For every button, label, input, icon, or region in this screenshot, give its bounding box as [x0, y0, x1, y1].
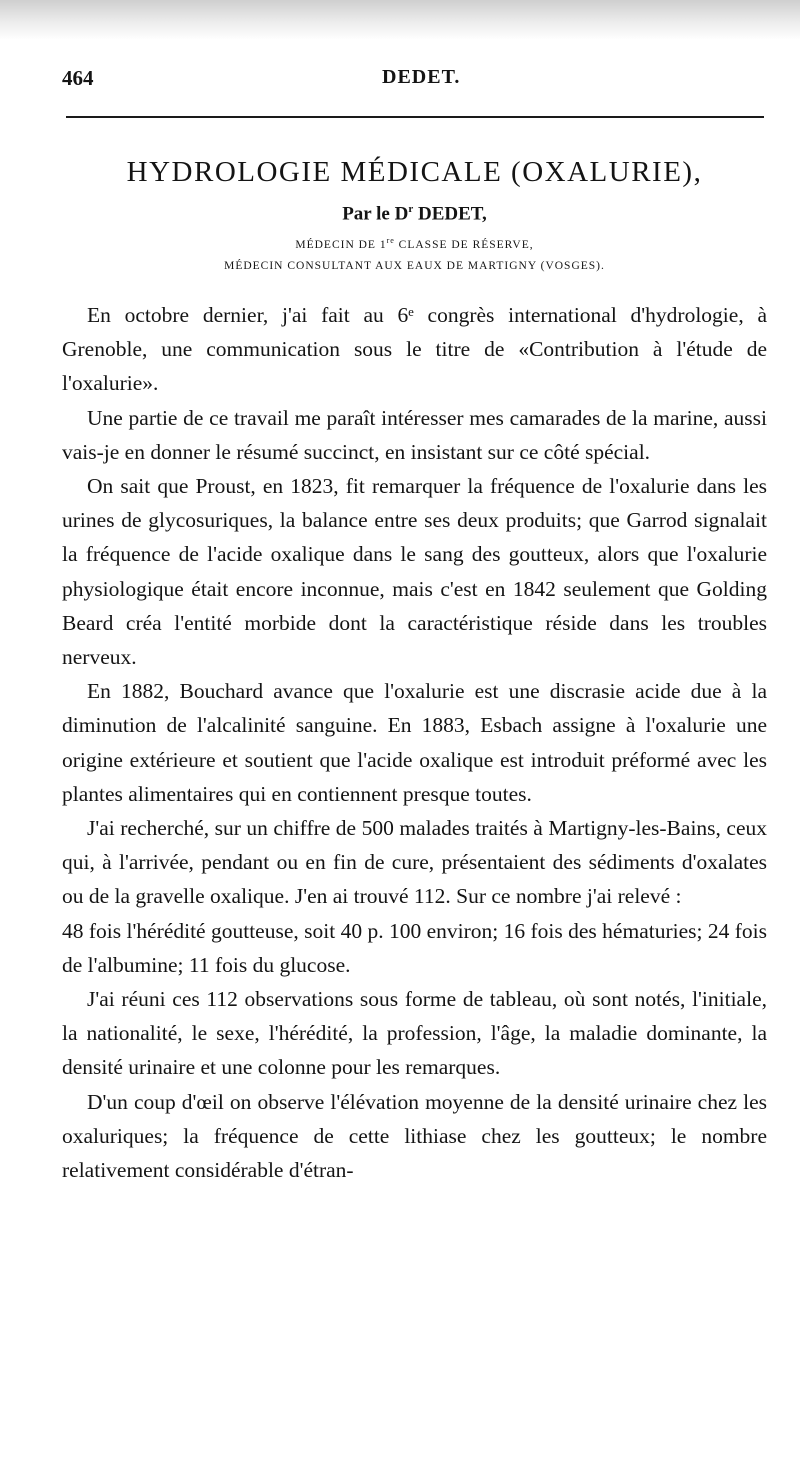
author-byline [62, 203, 767, 225]
running-title: DEDET. [382, 66, 461, 88]
paragraph-5: J'ai recherché, sur un chiffre de 500 malades traités à Martigny-les-Bains, ceux qui, à l'arrivée, pendant ou en fin de cure, présentaient des sédiments d'oxalates ou de la gravelle oxalique. J'en ai trouvé 112. Sur ce nombre j'ai relevé : [62, 816, 767, 909]
author-affiliation-rank [62, 236, 767, 251]
byline-prefix: Par le D [342, 203, 409, 225]
affiliation-rank-before: MÉDECIN DE 1 [295, 238, 387, 251]
paragraph-7: J'ai réuni ces 112 observations sous forme de tableau, où sont notés, l'initiale, la nationalité, le sexe, l'hérédité, la profession, l'âge, la maladie dominante, la densité urinaire et une colonne pour les remarques. [62, 987, 767, 1080]
author-affiliation-post: MÉDECIN CONSULTANT AUX EAUX DE MARTIGNY (VOSGES). [224, 260, 605, 272]
affiliation-rank-superscript: re [386, 236, 395, 245]
page-number: 464 [62, 66, 94, 90]
paragraph-1: En octobre dernier, j'ai fait au 6ᵉ congrès international d'hydrologie, à Grenoble, une communication sous le titre de «Contribution à l'étude de l'oxalurie». [62, 303, 767, 396]
scan-shadow [0, 0, 800, 40]
paragraph-2: Une partie de ce travail me paraît intéresser mes camarades de la marine, aussi vais-je en donner le résumé succinct, en insistant sur ce côté spécial. [62, 405, 767, 464]
affiliation-rank-after: CLASSE DE RÉSERVE, [394, 238, 534, 251]
paragraph-3: On sait que Proust, en 1823, fit remarquer la fréquence de l'oxalurie dans les urines de glycosuriques, la balance entre ses deux produits; que Garrod signalait la fréquence de l'acide oxalique dans le sang des goutteux, alors que l'oxalurie physiologique était encore inconnue, mais c'est en 1842 seulement que Golding Beard créa l'entité morbide dont la caractéristique réside dans les troubles nerveux. [62, 474, 767, 670]
article-title: HYDROLOGIE MÉDICALE (OXALURIE), [126, 156, 703, 188]
byline-name: DEDET, [413, 203, 487, 225]
paragraph-4: En 1882, Bouchard avance que l'oxalurie est une discrasie acide due à la diminution de l'alcalinité sanguine. En 1883, Esbach assigne à l'oxalurie une origine extérieure et soutient que l'acide oxalique est introduit préformé avec les plantes alimentaires qui en contiennent presque toutes. [62, 679, 767, 806]
paragraph-8: D'un coup d'œil on observe l'élévation moyenne de la densité urinaire chez les oxaluriques; la fréquence de cette lithiase chez les goutteux; le nombre relativement considérable d'étran- [62, 1089, 767, 1183]
byline-superscript: r [408, 203, 414, 215]
header-rule [66, 116, 764, 118]
article-body [62, 298, 767, 1187]
paragraph-6: 48 fois l'hérédité goutteuse, soit 40 p. 100 environ; 16 fois des hématuries; 24 fois de l'albumine; 11 fois du glucose. [62, 918, 767, 977]
running-head [62, 66, 762, 96]
